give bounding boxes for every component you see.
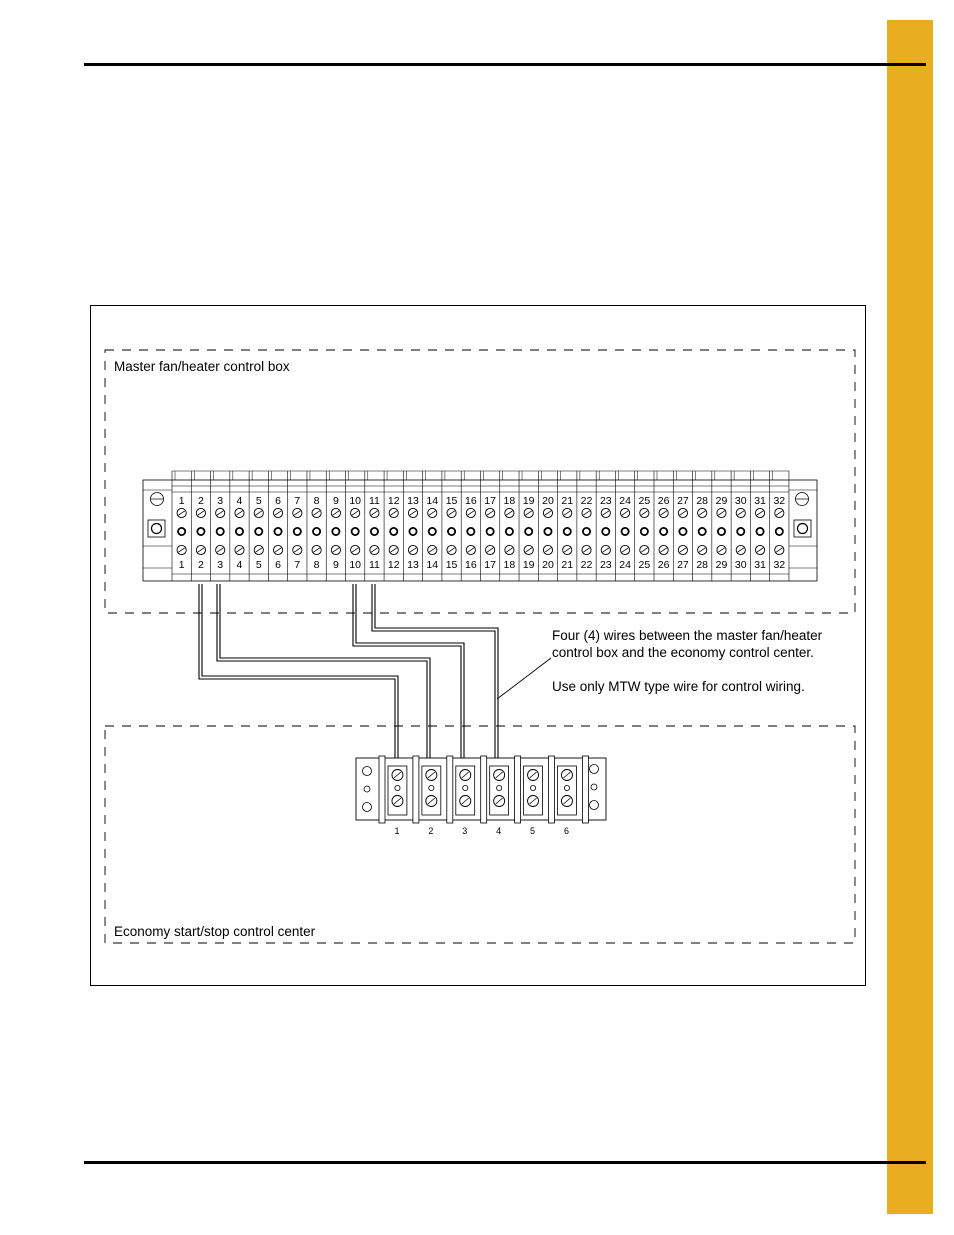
wire-2-to-1 (199, 584, 395, 758)
terminal-bottom-label: 14 (426, 559, 439, 571)
terminal-bottom-label: 8 (313, 559, 320, 571)
terminal-top-label: 28 (696, 495, 709, 507)
terminal-top-label: 1 (178, 495, 185, 507)
terminal-bottom-label: 23 (599, 559, 612, 571)
wire-11-to-4 (372, 584, 495, 758)
terminal-top-label: 7 (294, 495, 301, 507)
footer-rule (84, 1161, 926, 1164)
economy-box-title: Economy start/stop control center (114, 924, 316, 939)
wire-11-to-4-b (375, 584, 498, 758)
terminal-bottom-label: 20 (542, 559, 554, 571)
terminal-top-label: 9 (332, 495, 339, 507)
terminal-bottom-label: 1 (178, 559, 185, 571)
terminal-bottom-label: 7 (294, 559, 301, 571)
note-leader-line (497, 658, 551, 699)
economy-terminal-label: 2 (428, 826, 434, 836)
terminal-bottom-label: 6 (275, 559, 281, 571)
terminal-bottom-label: 12 (387, 559, 400, 571)
terminal-bottom-label: 5 (255, 559, 262, 571)
master-terminal-strip (143, 471, 817, 581)
economy-terminal-label: 5 (530, 826, 536, 836)
economy-terminal-5 (515, 756, 543, 823)
terminal-bottom-label: 26 (657, 559, 670, 571)
terminal-top-label: 8 (313, 495, 320, 507)
economy-terminal-label: 1 (394, 826, 400, 836)
economy-terminal-label: 4 (496, 826, 502, 836)
terminal-top-label: 25 (638, 495, 651, 507)
terminal-top-label: 21 (561, 495, 574, 507)
economy-terminal-label: 6 (563, 826, 569, 836)
terminal-top-label: 2 (197, 495, 204, 507)
economy-terminal-2 (413, 756, 441, 823)
terminal-top-label: 27 (677, 495, 689, 507)
terminal-top-label: 14 (426, 495, 439, 507)
terminal-top-label: 16 (464, 495, 477, 507)
section-tab (887, 20, 933, 1214)
terminal-top-label: 29 (715, 495, 728, 507)
terminal-top-label: 32 (773, 495, 786, 507)
terminal-bottom-label: 22 (580, 559, 593, 571)
terminal-top-label: 15 (445, 495, 458, 507)
terminal-top-label: 22 (580, 495, 593, 507)
terminal-bottom-label: 32 (773, 559, 786, 571)
terminal-top-label: 10 (349, 495, 362, 507)
terminal-top-label: 31 (754, 495, 766, 507)
terminal-bottom-label: 17 (484, 559, 496, 571)
terminal-top-label: 17 (484, 495, 496, 507)
terminal-bottom-label: 19 (522, 559, 535, 571)
master-box-title: Master fan/heater control box (114, 359, 290, 374)
terminal-top-label: 11 (368, 495, 380, 507)
terminal-top-label: 18 (503, 495, 516, 507)
terminal-top-label: 5 (255, 495, 262, 507)
control-wires (199, 584, 498, 758)
economy-terminal-1 (379, 756, 407, 823)
terminal-bottom-label: 31 (754, 559, 766, 571)
wire-type-note: Use only MTW type wire for control wiring. (552, 679, 805, 694)
terminal-top-label: 6 (275, 495, 281, 507)
terminal-top-label: 26 (657, 495, 670, 507)
terminal-bottom-label: 13 (407, 559, 419, 571)
terminal-top-label: 20 (542, 495, 554, 507)
economy-terminal-label: 3 (462, 826, 468, 836)
wire-2-to-1-b (202, 584, 398, 758)
terminal-bottom-label: 15 (445, 559, 458, 571)
terminal-top-label: 30 (734, 495, 747, 507)
terminal-top-label: 13 (407, 495, 419, 507)
terminal-bottom-label: 3 (217, 559, 224, 571)
economy-terminal-4 (481, 756, 509, 823)
terminal-bottom-label: 29 (715, 559, 728, 571)
terminal-top-label: 24 (619, 495, 631, 507)
terminal-bottom-label: 9 (332, 559, 339, 571)
wires-note: Four (4) wires between the master fan/heater control box and the economy control center. (552, 628, 823, 660)
economy-terminal-strip (356, 756, 606, 823)
terminal-bottom-label: 2 (197, 559, 204, 571)
terminal-bottom-label: 30 (734, 559, 747, 571)
terminal-top-label: 19 (522, 495, 535, 507)
terminal-top-label: 3 (217, 495, 224, 507)
terminal-bottom-label: 21 (561, 559, 574, 571)
economy-terminal-6 (549, 756, 577, 823)
header-rule (84, 63, 926, 66)
wire-10-to-3 (353, 584, 461, 758)
terminal-bottom-label: 4 (236, 559, 243, 571)
terminal-bottom-label: 18 (503, 559, 516, 571)
terminal-top-label: 4 (236, 495, 243, 507)
terminal-top-label: 12 (387, 495, 400, 507)
terminal-bottom-label: 25 (638, 559, 651, 571)
terminal-bottom-label: 11 (368, 559, 380, 571)
terminal-top-label: 23 (599, 495, 612, 507)
terminal-bottom-label: 28 (696, 559, 709, 571)
terminal-bottom-label: 27 (677, 559, 689, 571)
terminal-bottom-label: 16 (464, 559, 477, 571)
economy-terminal-3 (447, 756, 475, 823)
terminal-bottom-label: 24 (619, 559, 631, 571)
terminal-bottom-label: 10 (349, 559, 362, 571)
wiring-diagram-figure (90, 305, 866, 986)
